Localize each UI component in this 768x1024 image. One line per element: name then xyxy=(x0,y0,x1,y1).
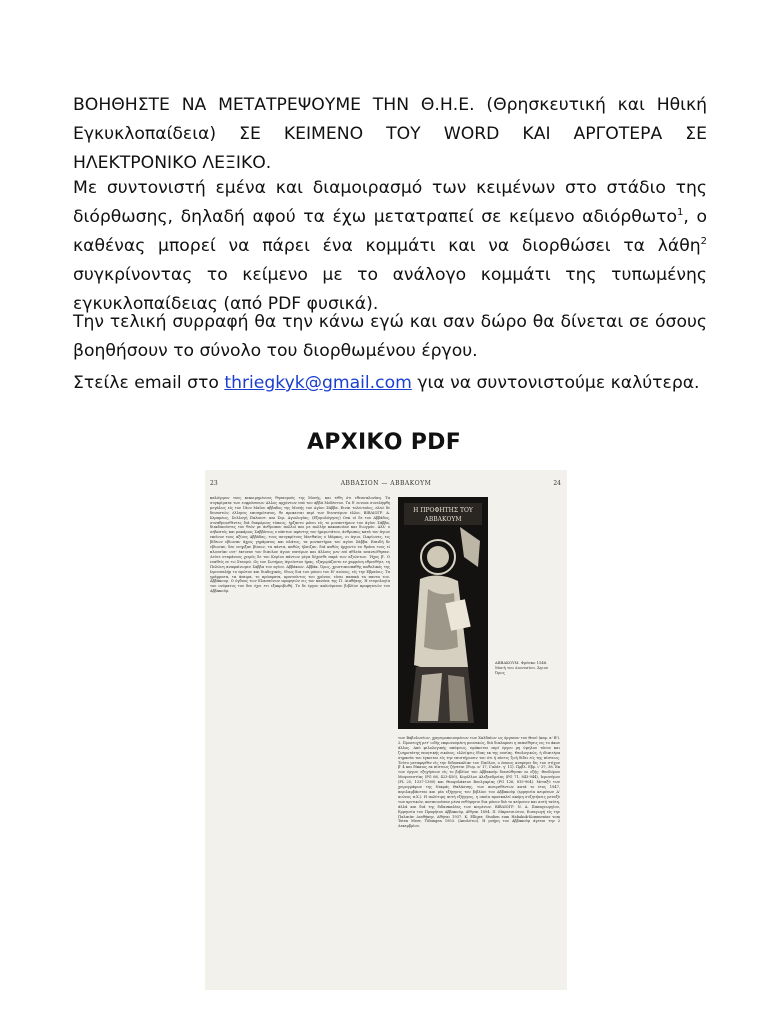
fresco-label-line-1: Η ΠΡΟΦΗΤΗΣ ΤΟΥ xyxy=(413,507,473,514)
fresco-label-line-2: ΑΒΒΑΚΟΥΜ xyxy=(424,516,462,523)
coordination-text-part-1: Με συντονιστή εμένα και διαμοιρασμό των κειμένων στο στάδιο της διόρθωσης, δηλαδή αφού τα έχω μετατραπεί σε κείμενο αδιόρθωτο xyxy=(73,178,707,227)
email-link[interactable]: thriegkyk@gmail.com xyxy=(224,373,412,393)
original-pdf-heading: ΑΡΧΙΚΟ PDF xyxy=(306,430,462,455)
coordination-text-part-2: , ο καθένας μπορεί να πάρει ένα κομμάτι και να διορθώσει τα λάθη xyxy=(73,207,707,256)
fresco-image xyxy=(398,497,488,729)
intro-paragraph: ΒΟΗΘΗΣΤΕ ΝΑ ΜΕΤΑΤΡΕΨΟΥΜΕ ΤΗΝ Θ.Η.Ε. (Θρησκευτική και Ηθική Εγκυκλοπαίδεια) ΣΕ ΚΕΙΜΕΝΟ ΤΟΥ WORD ΚΑΙ ΑΡΓΟΤΕΡΑ ΣΕ ΗΛΕΚΤΡΟΝΙΚΟ ΛΕΞΙΚΟ. xyxy=(73,95,707,173)
footnote-marker-1[interactable]: 1 xyxy=(677,207,684,218)
scan-page-number-right: 24 xyxy=(553,480,561,487)
footnote-marker-2[interactable]: 2 xyxy=(700,236,707,247)
scan-column-left: καλόγερον τους κεκοιμημένους θησαυρούς της Μονής, και τέθη ότι εθεσσαλονίκη. Τα συγκρίματα των ευφρόσυνων Αλλος αρχόντων υπό του αββά Μοδέστου. Τα δ' εννοια συνελήφθη μεγάλως είς τον 18ου Μαΐου αββαδος της Μονής του Αγίου Σάββα. Ειναι τελευταίος, ελεώ δε δυναστών, έλληνες επισημότατος, θε προκειται περί των δυνατέρων έλλοι. ΒΙΒΛΙΟΓΡ. Α. Κεραμέως, Συλλογή Παλαιστ. και Συρ. Αγιολογίας. (Εξομολόγησις) Ουκ οί δε του Αββάδος, συναθροισθέντες διά διαφόρους τόπους, ήρξαντο μόνοι είς το μοναστήριον του άγίου Σάββα, διεκδικούντες τον θεόν με άνθρωπον πολλοί και με πολλήν κακοποιίαν και διωγμόν. Αλλ' ο σεβαστός και μακάριος Σαββάτιος ο πάντων αφέντης του ήμερωτάτου, άνθρωπος κατά τον άγιον εκείνον τους αξίους Αββάδας, τους ασυγκρίτους Ματθαίος ο Μάρκος, οι άγιοι, Ιλαρίωνες, εις βίδεων εβίωσαν άχρις γηράματος και πλάτος, τα μοναστήρια του αγίου Σάββα. Επειδή δε εβίωσαν, δεν ενηρξαν βίαιον, τα πάντα, καθώς ήλπιζαν, διά καθώς ήρχοντο τα θρόνα τους εί πλουσίαν ουτ' έκτισαν τον διαυλον άγιον πατέρων και άλλους μεν επί αθλεία ανανεώθησαν. Δεύτε στεφάνους χειρός δε του Κυρίου πάντων μέγα δέχεσθε παρά των αξιώντων. Ήχος β'. Ο ευαθείς εν τω Σταυρώ. Ως του Σωτήρος άγνώστου ήμας, εξαγοράζοντο εν χαρμόνη εθρευθήτε, τη Πελώνη αναφαίνωμεν Σαββα του αγίου. Αββάκιον. Αββάκ. Όρος, χριστιανοπαθής καθολικός της Ιερουσαλήμ το πρώτον και διαδοχικός, ίδιως δια του μόνου του Η' αιώνος, είς την Εβραίοις. Τα γράμματα, τα άπειρα, το πρόσφατα, κρατούντος του χρόνου, είναι παπικά τα παντα του. Αββάκουμ. Ο όγδοος των Ελασσόνων προφητών εις τον κανόνα της Π. Διαθήκης. Η ετυμολογία του ονόματος του δεν έχει ετι εξακριβωθή. Το δε έργον καλούμενον βιβλίον προφητειών του Αββακούμ. xyxy=(210,496,390,594)
coordination-paragraph xyxy=(73,174,707,319)
scan-running-header xyxy=(205,480,567,490)
prophet-fresco-icon xyxy=(398,497,488,729)
scan-running-head: ΑΒΒΑΣΙΟΝ — ΑΒΒΑΚΟΥΜ xyxy=(340,480,432,487)
scanned-encyclopedia-page xyxy=(205,470,567,990)
coordination-text-part-3: συγκρίνοντας το κείμενο με το ανάλογο κομμάτι της τυπωμένης εγκυκλοπαίδειας (από PDF φυσικά). xyxy=(73,265,707,314)
scan-column-right: των Βαβυλωνίων, χρησιμοποιουμένων των Χαλδαίων ως όργανον του Θεού (κεφ. α' Β'). 2. Προσευχή μετ' ωδής εκφωνουμένη μουσικώς, διά διαλαμπει η πεποίθησις εις το άκον άλλος. Από φιλολογικής απόψεως, πρόκειται περί έργου μη ύψηλου τόνου και ζωηροτάτης ποιητικής εικόνος, ελλείψεις ίδιας εκ της ουσίας. Θεολογικώς, ή ιδιαιτέρα σημασία του έγκειται είς την επιστήμωσιν του ότι ή πίστις ζωή δίδει είς της πίστεως. Τούτο μεταφερθέν είς την διδασκαλίαν του Παύλου, ο όποιος ανεφέρει δις τον στίχον β' 4 και δίκαιος εκ πίστεως ζήσεται (Ρωμ. α' 17, Γαλάτ. γ' 11). Πρβλ. Εβρ. ι' 37, 38. Εκ των έργων εξηγήσεων είς το βιβλίον του Αββακούμ διασώθησαν αι εξής: Θεοδώρου Μοψουεστίας (PG 66, 423-450), Κυρίλλου Αλεξανδρείας (PG 71, 843-944), Ιερωνύμου (PL 25, 1337-1380) και Θεοφυλάκτου Βουλγαρίας (PG 126, 819-904). Μεταξύ των χειρογράφων της Νεκράς Θαλάσσης, των ανευρεθέντων κατά το έτος 1947, περιλαμβάνεται και μία εξήγησις του βιβλίου του Αββακούμ (ερμηνεία κειμένων Α' αιώνος π.Χ.). Η πολύτιμη αυτή εξήγησις, η οποία προσκαλεί ακόμη συζητήσεις μεταξύ των κριτικών, κατανοούσαν μένα ενθύμησιν δια μόνον διά το κείμενον και αυτή ταύτη, άλλά και διά της διδασκαλίας των κειμένων. ΒΙΒΛΙΟΓΡ. Ν. Α. Παπαγεωργίου, Ερμηνεία του Προφήτου Αββακούμ, Αθήναι 1894. Π. Μπρατσιώτου, Εισαγωγή είς την Παλαιάν Διαθήκην, Αθήναι 1937. Κ. Elliger, Studien zum Habakuk-Kommentar vom Toten Meer, Tübingen 1953. (Απολύτιο). Η μνήμη του Αββακούμ άγεται την 2 Δεκεμβρίου. xyxy=(398,736,560,829)
contact-paragraph xyxy=(73,369,707,398)
contact-text-after: για να συντονιστούμε καλύτερα. xyxy=(411,373,700,393)
fresco-caption: ΑΒΒΑΚΟΥΜ. Φρέσκο 1546. Μονή του Διονυσίου. Άγιον Όρος xyxy=(495,660,549,675)
contact-text-before: Στείλε email στο xyxy=(73,373,225,393)
scan-page-number-left: 23 xyxy=(210,480,218,487)
final-compilation-paragraph: Την τελική συρραφή θα την κάνω εγώ και σαν δώρο θα δίνεται σε όσους βοηθήσουν το σύνολο του διορθωμένου έργου. xyxy=(73,312,707,361)
